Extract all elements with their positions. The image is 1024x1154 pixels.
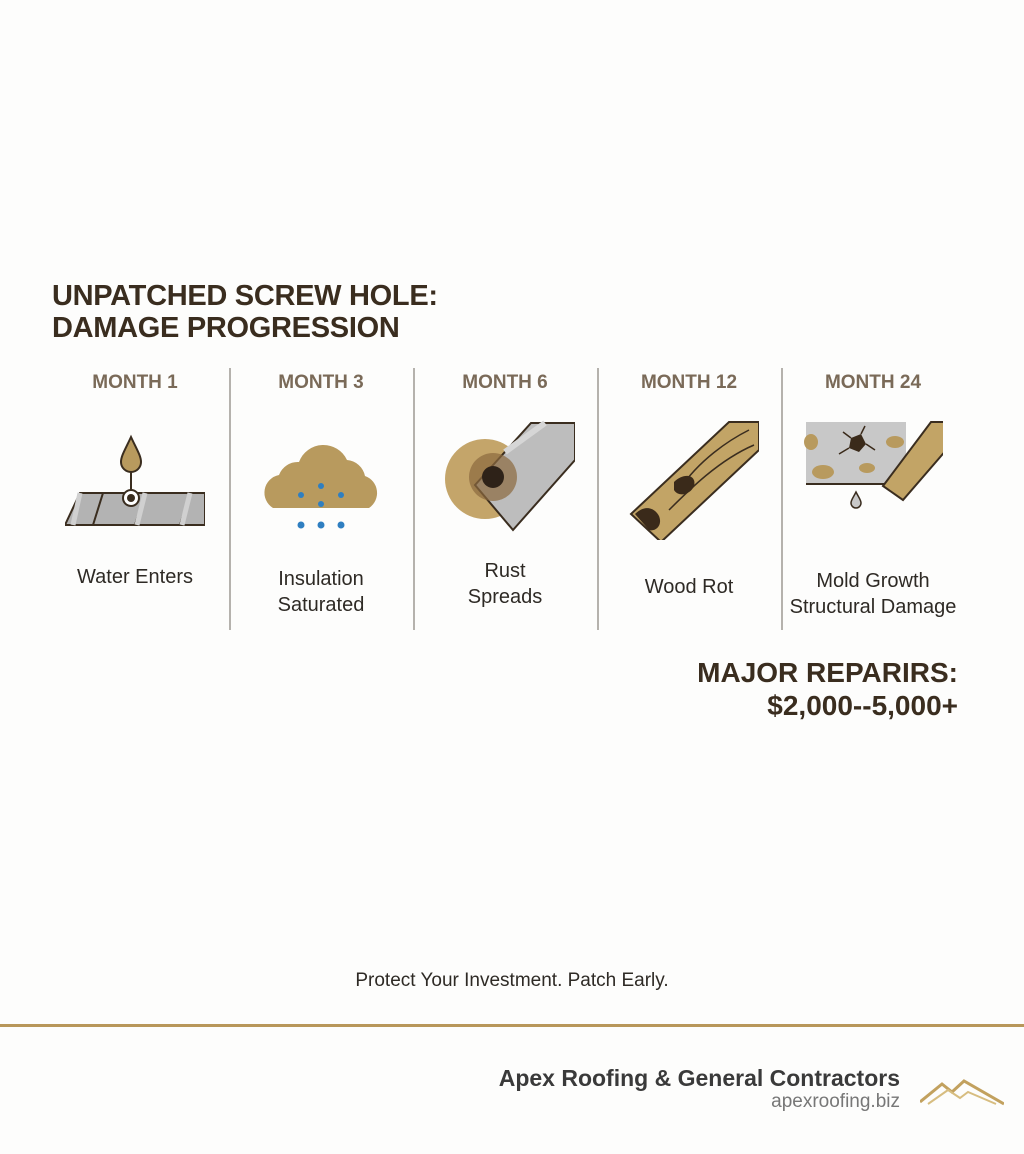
- stage-month-label: MONTH 6: [462, 372, 548, 393]
- stage-month-label: MONTH 12: [640, 372, 738, 393]
- stage-description: Water Enters: [77, 566, 193, 588]
- title-line-2: DAMAGE PROGRESSION: [52, 312, 400, 344]
- stage-description: Wood Rot: [644, 576, 734, 598]
- stage-month-label: MONTH 24: [824, 372, 922, 393]
- stage-month-3: [229, 368, 413, 630]
- stage-description: [781, 568, 965, 620]
- desc-line-2: Spreads: [467, 586, 543, 608]
- rust-spread-icon: [435, 420, 575, 540]
- repairs-label: MAJOR REPARIRS:: [697, 657, 958, 688]
- desc-line-2: Saturated: [277, 594, 365, 616]
- company-name: Apex Roofing & General Contractors: [498, 1065, 900, 1091]
- repairs-amount: $2,000--5,000+: [767, 690, 958, 721]
- company-url[interactable]: apexroofing.biz: [771, 1091, 900, 1112]
- mold-structural-damage-icon: [803, 420, 943, 540]
- title-line-1: UNPATCHED SCREW HOLE:: [52, 280, 438, 312]
- water-drop-roof-panel-icon: [65, 420, 205, 540]
- desc-line-1: Rust: [484, 560, 526, 582]
- major-repairs-cost: [697, 656, 958, 722]
- stage-description: [413, 558, 597, 610]
- tagline: Protect Your Investment. Patch Early.: [355, 970, 669, 991]
- wet-insulation-cloud-icon: [251, 420, 391, 540]
- stage-month-1: [43, 368, 227, 630]
- gold-divider: [0, 1024, 1024, 1027]
- roof-logo-icon: [920, 1078, 1004, 1106]
- rotting-wood-icon: [619, 420, 759, 540]
- desc-line-1: Insulation: [278, 568, 364, 590]
- stage-month-24: [781, 368, 965, 630]
- page-title: [52, 280, 438, 344]
- stage-month-label: MONTH 1: [92, 372, 178, 393]
- stage-month-label: MONTH 3: [278, 372, 364, 393]
- stage-description: [229, 566, 413, 618]
- desc-line-2: Structural Damage: [789, 596, 957, 618]
- stage-month-12: [597, 368, 781, 630]
- stage-month-6: [413, 368, 597, 630]
- desc-line-1: Mold Growth: [816, 570, 930, 592]
